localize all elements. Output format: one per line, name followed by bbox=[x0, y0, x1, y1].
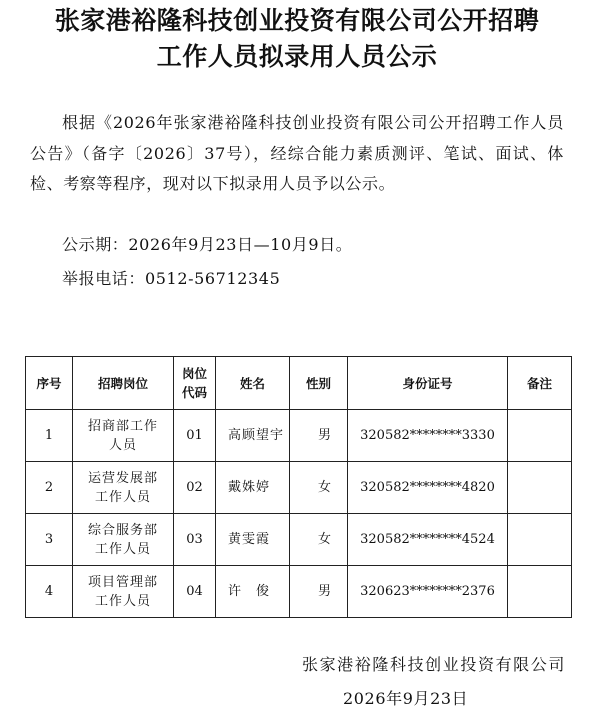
table-row bbox=[26, 514, 572, 566]
table-header-row bbox=[26, 357, 572, 410]
row-code: 03 bbox=[174, 514, 216, 566]
header-id: 身份证号 bbox=[348, 357, 508, 410]
row-remark bbox=[508, 410, 572, 462]
notice-title-line-2: 工作人员拟录用人员公示 bbox=[156, 42, 438, 71]
row-remark bbox=[508, 514, 572, 566]
row-position: 综合服务部工作人员 bbox=[73, 514, 174, 566]
row-gender: 女 bbox=[290, 514, 348, 566]
row-seq: 1 bbox=[26, 410, 73, 462]
row-seq: 2 bbox=[26, 462, 73, 514]
header-seq: 序号 bbox=[26, 357, 73, 410]
row-seq: 3 bbox=[26, 514, 73, 566]
header-remark: 备注 bbox=[508, 357, 572, 410]
row-position: 项目管理部工作人员 bbox=[73, 566, 174, 618]
issuing-organization: 张家港裕隆科技创业投资有限公司 bbox=[301, 655, 566, 674]
header-name: 姓名 bbox=[216, 357, 290, 410]
notice-title-line-1: 张家港裕隆科技创业投资有限公司公开招聘 bbox=[54, 6, 540, 35]
header-position: 招聘岗位 bbox=[73, 357, 174, 410]
notice-paragraph: 根据《2026年张家港裕隆科技创业投资有限公司公开招聘工作人员公告》（备字〔2026〕37号），经综合能力素质测评、笔试、面试、体检、考察等程序，现对以下拟录用人员予以公示。 bbox=[30, 113, 564, 193]
header-gender: 性别 bbox=[290, 357, 348, 410]
table-row bbox=[26, 462, 572, 514]
hire-roster-table bbox=[25, 356, 572, 618]
row-gender: 男 bbox=[290, 566, 348, 618]
row-position: 运营发展部工作人员 bbox=[73, 462, 174, 514]
report-phone: 举报电话：0512-56712345 bbox=[62, 269, 281, 288]
row-name: 戴姝婷 bbox=[216, 462, 290, 514]
row-id-number: 320582********4524 bbox=[348, 514, 508, 566]
row-gender: 女 bbox=[290, 462, 348, 514]
row-remark bbox=[508, 566, 572, 618]
publicity-period: 公示期：2026年9月23日—10月9日。 bbox=[62, 235, 353, 254]
row-code: 01 bbox=[174, 410, 216, 462]
header-code: 岗位代码 bbox=[174, 357, 216, 410]
issue-date: 2026年9月23日 bbox=[343, 689, 469, 708]
table-row bbox=[26, 410, 572, 462]
row-name: 高顾望宇 bbox=[216, 410, 290, 462]
row-remark bbox=[508, 462, 572, 514]
row-seq: 4 bbox=[26, 566, 73, 618]
row-id-number: 320582********3330 bbox=[348, 410, 508, 462]
row-code: 04 bbox=[174, 566, 216, 618]
row-name: 黄雯霞 bbox=[216, 514, 290, 566]
row-code: 02 bbox=[174, 462, 216, 514]
row-id-number: 320623********2376 bbox=[348, 566, 508, 618]
table-row bbox=[26, 566, 572, 618]
row-gender: 男 bbox=[290, 410, 348, 462]
row-name: 许 俊 bbox=[216, 566, 290, 618]
row-id-number: 320582********4820 bbox=[348, 462, 508, 514]
row-position: 招商部工作人员 bbox=[73, 410, 174, 462]
